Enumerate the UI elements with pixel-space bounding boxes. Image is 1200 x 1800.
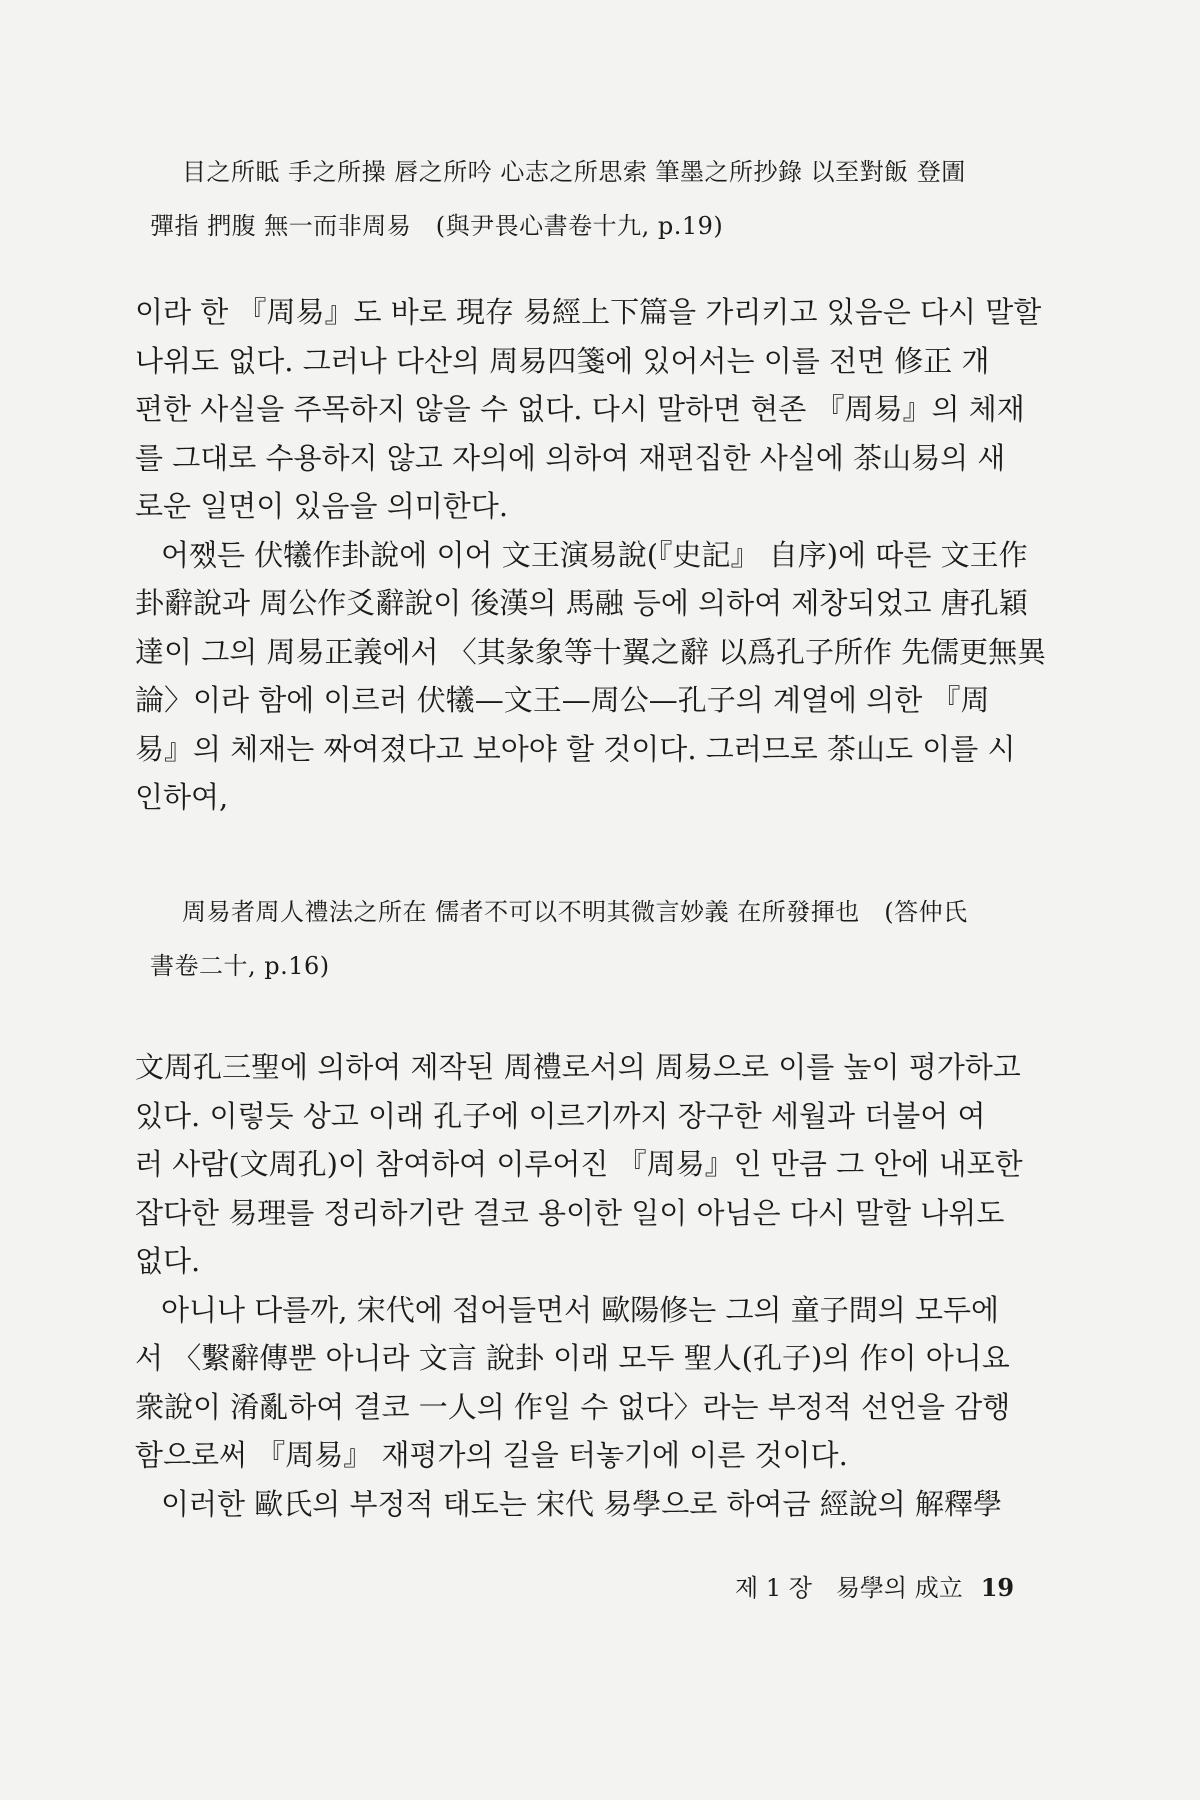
text-line: 인하여, [135, 780, 229, 814]
text-line: 있다. 이렇듯 상고 이래 孔子에 이르기까지 장구한 세월과 더불어 여 [135, 1098, 986, 1133]
text-line: 잡다한 易理를 정리하기란 결코 용이한 일이 아님은 다시 말할 나위도 [135, 1195, 1005, 1230]
text-line: 易』의 체재는 짜여졌다고 보아야 할 것이다. 그러므로 茶山도 이를 시 [135, 731, 1016, 766]
page-footer [735, 1568, 1014, 1603]
text-line: 이러한 歐氏의 부정적 태도는 宋代 易學으로 하여금 經說의 解釋學 [161, 1486, 1002, 1521]
text-line: 아니나 다를까, 宋代에 접어들면서 歐陽修는 그의 童子問의 모두에 [161, 1292, 1000, 1327]
quote-line: 書卷二十, p.16) [150, 952, 330, 980]
text-line: 없다. [135, 1244, 201, 1278]
body-paragraph-1 [135, 288, 1047, 822]
text-line: 論〉이라 함에 이르러 伏犧—文王—周公—孔子의 계열에 의한 『周 [135, 683, 990, 717]
block-quote-1 [150, 145, 1050, 253]
text-line: 로운 일면이 있음을 의미한다. [135, 489, 509, 523]
body-paragraph-2 [135, 1043, 1047, 1528]
chapter-title: 제 1 장 易學의 成立 [735, 1574, 963, 1602]
text-line: 卦辭說과 周公作爻辭說이 後漢의 馬融 등에 의하여 제창되었고 唐孔穎 [135, 586, 1028, 620]
quote-line: 周易者周人禮法之所在 儒者不可以不明其微言妙義 在所發揮也 (答仲氏 [182, 898, 968, 926]
block-quote-2 [150, 885, 1050, 993]
text-line: 함으로써 『周易』 재평가의 길을 터놓기에 이른 것이다. [135, 1438, 848, 1472]
page-number: 19 [980, 1573, 1015, 1602]
text-line: 어쨌든 伏犧作卦說에 이어 文王演易說(『史記』 自序)에 따른 文王作 [161, 537, 1028, 572]
text-line: 이라 한 『周易』도 바로 現存 易經上下篇을 가리키고 있음은 다시 말할 [135, 295, 1042, 329]
text-line: 서 〈繫辭傳뿐 아니라 文言 說卦 이래 모두 聖人(孔子)의 作이 아니요 [135, 1341, 1010, 1375]
text-line: 衆說이 淆亂하여 결코 一人의 作일 수 없다〉라는 부정적 선언을 감행 [135, 1389, 1011, 1424]
text-line: 를 그대로 수용하지 않고 자의에 의하여 재편집한 사실에 茶山易의 새 [135, 440, 1006, 475]
quote-line: 目之所眡 手之所操 唇之所吟 心志之所思索 筆墨之所抄錄 以至對飯 登圊 [182, 158, 966, 186]
quote-line: 彈指 捫腹 無一而非周易 (與尹畏心書卷十九, p.19) [150, 212, 724, 240]
text-line: 러 사람(文周孔)이 참여하여 이루어진 『周易』인 만큼 그 안에 내포한 [135, 1147, 1023, 1181]
text-line: 達이 그의 周易正義에서 〈其彖象等十翼之辭 以爲孔子所作 先儒更無異 [135, 634, 1047, 669]
text-line: 편한 사실을 주목하지 않을 수 없다. 다시 말하면 현존 『周易』의 체재 [135, 392, 1025, 426]
text-line: 文周孔三聖에 의하여 제작된 周禮로서의 周易으로 이를 높이 평가하고 [135, 1050, 1021, 1084]
text-line: 나위도 없다. 그러나 다산의 周易四箋에 있어서는 이를 전면 修正 개 [135, 343, 990, 378]
